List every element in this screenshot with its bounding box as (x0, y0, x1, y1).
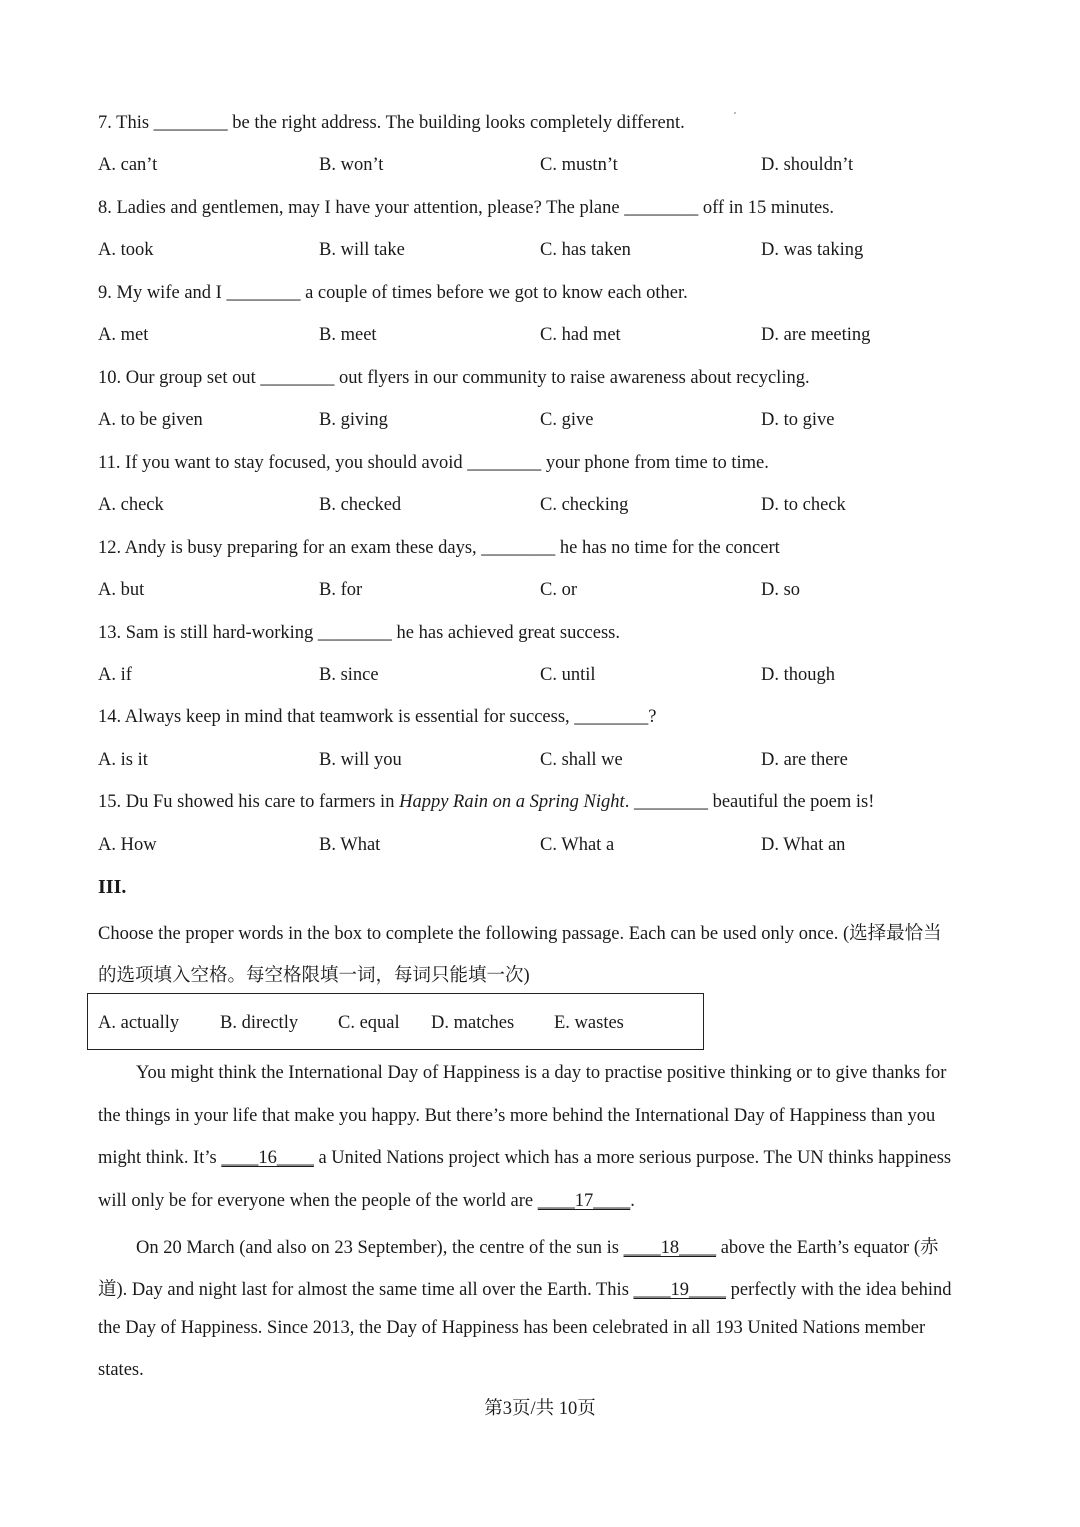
passage-p2-line2-pre: 道). Day and night last for almost the same time all over the Earth. This (98, 1280, 634, 1300)
q10-option-d: D. to give (761, 410, 835, 430)
q14-option-d: D. are there (761, 750, 848, 770)
q9-option-a: A. met (98, 325, 149, 345)
blank-17: ____17____ (537, 1191, 631, 1211)
q9-option-b: B. meet (319, 325, 377, 345)
q15-stem-post: . ________ beautiful the poem is! (624, 792, 875, 812)
q15-option-a: A. How (98, 835, 157, 855)
q8-option-b: B. will take (319, 240, 405, 260)
q7-option-a: A. can’t (98, 155, 158, 175)
q13-option-d: D. though (761, 665, 835, 685)
q8-option-a: A. took (98, 240, 154, 260)
word-box-item-c: C. equal (338, 1013, 400, 1033)
q12-option-a: A. but (98, 580, 145, 600)
q13-option-c: C. until (540, 665, 596, 685)
q11-option-d: D. to check (761, 495, 846, 515)
question-11-stem: 11. If you want to stay focused, you should avoid ________ your phone from time to time. (98, 453, 769, 473)
q11-option-c: C. checking (540, 495, 629, 515)
q13-option-b: B. since (319, 665, 379, 685)
passage-p2-line2 (98, 1275, 952, 1301)
word-box-item-b: B. directly (220, 1013, 299, 1033)
question-15-stem (98, 792, 874, 813)
section-instruction-line1: Choose the proper words in the box to complete the following passage. Each can be used only once. (选择最恰当 (98, 924, 942, 944)
passage-p1-line4 (98, 1191, 635, 1212)
q13-option-a: A. if (98, 665, 132, 685)
q15-option-b: B. What (319, 835, 381, 855)
q15-option-c: C. What a (540, 835, 615, 855)
passage-p1-line4-post: . (630, 1191, 635, 1211)
passage-p1-line3-post: a United Nations project which has a more serious purpose. The UN thinks happiness (313, 1148, 952, 1168)
q15-poem-title: Happy Rain on a Spring Night (399, 792, 625, 812)
q7-option-c: C. mustn’t (540, 155, 618, 175)
q11-option-a: A. check (98, 495, 164, 515)
passage-p1-line4-pre: will only be for everyone when the people of the world are (98, 1191, 538, 1211)
q10-option-b: B. giving (319, 410, 388, 430)
passage-p2-line3: the Day of Happiness. Since 2013, the Day of Happiness has been celebrated in all 193 United Nations member (98, 1318, 926, 1338)
question-10-stem: 10. Our group set out ________ out flyers in our community to raise awareness about recycling. (98, 368, 810, 388)
word-box-item-d: D. matches (431, 1013, 515, 1033)
q8-option-d: D. was taking (761, 240, 864, 260)
passage-p2-line1-pre: On 20 March (and also on 23 September), the centre of the sun is (136, 1238, 624, 1258)
q8-option-c: C. has taken (540, 240, 631, 260)
q10-option-a: A. to be given (98, 410, 203, 430)
blank-18: ____18____ (623, 1238, 717, 1258)
blank-19: ____19____ (633, 1280, 727, 1300)
q7-option-b: B. won’t (319, 155, 384, 175)
question-14-stem: 14. Always keep in mind that teamwork is essential for success, ________? (98, 707, 657, 727)
q7-option-d: D. shouldn’t (761, 155, 854, 175)
passage-p2-line1 (136, 1233, 939, 1259)
question-9-stem: 9. My wife and I ________ a couple of times before we got to know each other. (98, 283, 688, 303)
q12-option-b: B. for (319, 580, 363, 600)
q9-option-c: C. had met (540, 325, 621, 345)
q14-option-b: B. will you (319, 750, 402, 770)
q15-option-d: D. What an (761, 835, 846, 855)
section-heading: III. (98, 876, 127, 898)
passage-p1-line1: You might think the International Day of Happiness is a day to practise positive thinking or to give thanks for (136, 1063, 947, 1083)
q12-option-d: D. so (761, 580, 801, 600)
passage-p1-line3 (98, 1148, 951, 1169)
passage-p2-line4: states. (98, 1360, 144, 1380)
q14-option-a: A. is it (98, 750, 148, 770)
q14-option-c: C. shall we (540, 750, 623, 770)
passage-p2-line1-post: above the Earth’s equator (赤 (716, 1238, 939, 1258)
page-footer: 第3页/共 10页 (484, 1399, 596, 1419)
q15-stem-pre: 15. Du Fu showed his care to farmers in (98, 792, 400, 812)
q12-option-c: C. or (540, 580, 577, 600)
q9-option-d: D. are meeting (761, 325, 871, 345)
q11-option-b: B. checked (319, 495, 402, 515)
passage-p1-line3-pre: might think. It’s (98, 1148, 222, 1168)
section-instruction-line2: 的选项填入空格。每空格限填一词，每词只能填一次) (98, 966, 530, 986)
word-box-item-a: A. actually (98, 1013, 180, 1033)
word-box-item-e: E. wastes (554, 1013, 624, 1033)
question-7-stem: 7. This ________ be the right address. The building looks completely different. (98, 113, 685, 133)
q10-option-c: C. give (540, 410, 594, 430)
question-13-stem: 13. Sam is still hard-working ________ he has achieved great success. (98, 623, 620, 643)
passage-p1-line2: the things in your life that make you happy. But there’s more behind the International Day of Happiness than you (98, 1106, 936, 1126)
passage-p2-line2-post: perfectly with the idea behind (726, 1280, 952, 1300)
question-12-stem: 12. Andy is busy preparing for an exam these days, ________ he has no time for the concert (98, 538, 780, 558)
blank-16: ____16____ (221, 1148, 314, 1168)
question-8-stem: 8. Ladies and gentlemen, may I have your attention, please? The plane ________ off in 15 minutes. (98, 198, 835, 218)
scan-speck (734, 112, 736, 114)
